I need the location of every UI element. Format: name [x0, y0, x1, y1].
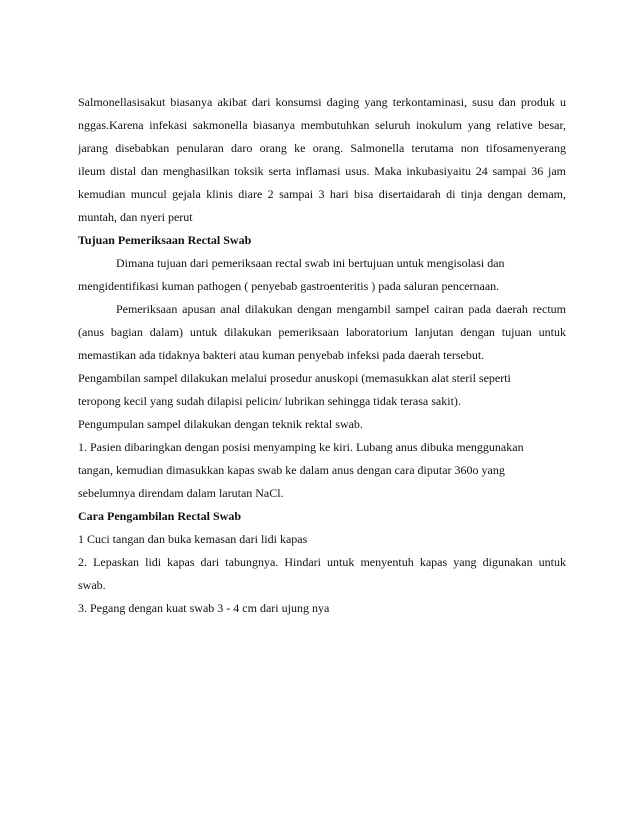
step-line: swab. [78, 578, 106, 592]
paragraph-line: sebelumnya direndam dalam larutan NaCl. [78, 486, 284, 500]
paragraph-line: ileum distal dan menghasilkan toksik serta inflamasi usus. Maka inkubasiyaitu 24 sampai 36 jam [78, 164, 566, 178]
step-line: 2. Lepaskan lidi kapas dari tabungnya. Hindari untuk menyentuh kapas yang digunakan untuk [78, 555, 566, 569]
paragraph-line: Pengambilan sampel dilakukan melalui prosedur anuskopi (memasukkan alat steril seperti [78, 371, 511, 385]
section-heading: Tujuan Pemeriksaan Rectal Swab [78, 233, 252, 247]
paragraph-line: tangan, kemudian dimasukkan kapas swab ke dalam anus dengan cara diputar 360o yang [78, 463, 505, 477]
paragraph-line: Pemeriksaan apusan anal dilakukan dengan mengambil sampel cairan pada daerah rectum [116, 302, 566, 316]
paragraph-line: jarang disebabkan penularan daro orang ke orang. Salmonella terutama non tifosamenyerang [78, 141, 566, 155]
paragraph-line: nggas.Karena infekasi sakmonella biasanya membutuhkan seluruh inokulum yang relative besar, [78, 118, 566, 132]
paragraph-line: Salmonellasisakut biasanya akibat dari konsumsi daging yang terkontaminasi, susu dan produk u [78, 95, 566, 109]
paragraph-line: teropong kecil yang sudah dilapisi pelicin/ lubrikan sehingga tidak terasa sakit). [78, 394, 461, 408]
paragraph-line: Pengumpulan sampel dilakukan dengan teknik rektal swab. [78, 417, 363, 431]
paragraph-line: memastikan ada tidaknya bakteri atau kuman penyebab infeksi pada daerah tersebut. [78, 348, 485, 362]
paragraph-line: kemudian muncul gejala klinis diare 2 sampai 3 hari bisa disertaidarah di tinja dengan demam, [78, 187, 566, 201]
step-line: 3. Pegang dengan kuat swab 3 - 4 cm dari ujung nya [78, 601, 330, 615]
step-line: 1 Cuci tangan dan buka kemasan dari lidi kapas [78, 532, 308, 546]
paragraph-line: Dimana tujuan dari pemeriksaan rectal swab ini bertujuan untuk mengisolasi dan [116, 256, 505, 270]
paragraph-line: mengidentifikasi kuman pathogen ( penyebab gastroenteritis ) pada saluran pencernaan. [78, 279, 500, 293]
paragraph-line: muntah, dan nyeri perut [78, 210, 193, 224]
section-heading: Cara Pengambilan Rectal Swab [78, 509, 241, 523]
paragraph-line: (anus bagian dalam) untuk dilakukan pemeriksaan laboratorium lanjutan dengan tujuan untuk [78, 325, 566, 339]
document-body [78, 91, 566, 620]
paragraph-line: 1. Pasien dibaringkan dengan posisi menyamping ke kiri. Lubang anus dibuka menggunakan [78, 440, 524, 454]
